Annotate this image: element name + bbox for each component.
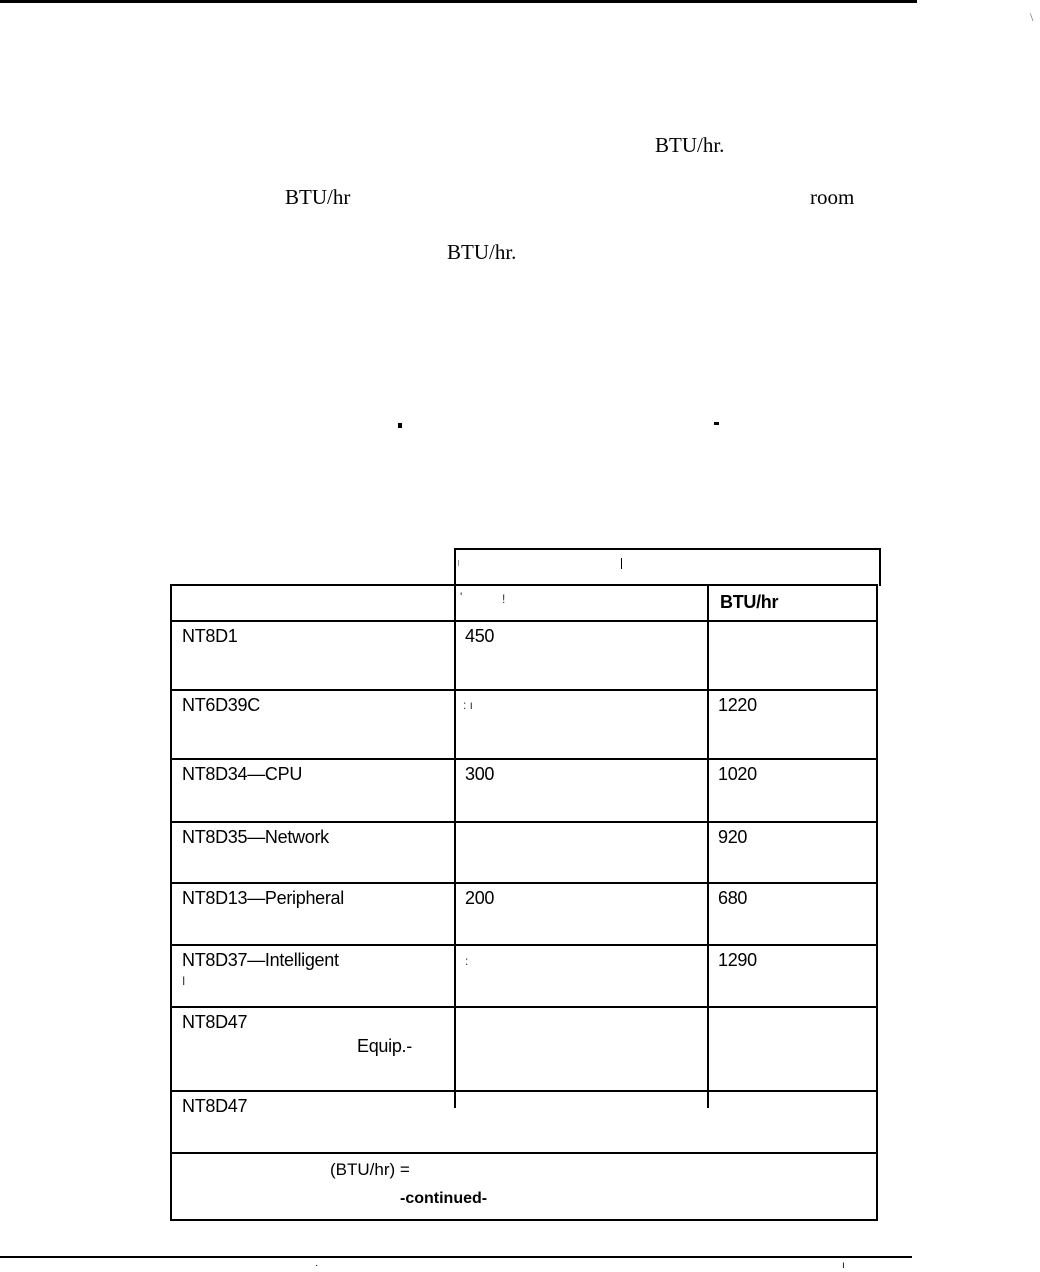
scan-mark: : [465, 954, 469, 968]
bottom-rule [0, 1256, 912, 1258]
scan-mark: ! [502, 592, 506, 606]
row-divider [172, 821, 876, 823]
scan-mark: ' [460, 590, 463, 604]
row-5-module: NT8D13—Peripheral [182, 888, 344, 908]
row-1-module: NT8D1 [182, 626, 238, 646]
row-divider [172, 620, 876, 622]
top-rule [0, 0, 917, 3]
row-5-watts: 200 [465, 888, 495, 908]
scan-mark [398, 423, 402, 428]
body-text-btu-1: BTU/hr. [655, 133, 725, 157]
row-divider [172, 1006, 876, 1008]
scan-mark: I [182, 974, 186, 988]
row-1-watts: 450 [465, 626, 495, 646]
scan-mark: · [315, 1260, 319, 1271]
body-text-room: room [810, 185, 855, 209]
corner-mark: \ [1030, 10, 1034, 24]
scan-mark: ı [842, 1260, 845, 1271]
row-divider [172, 944, 876, 946]
scan-mark: : ı [463, 698, 474, 712]
row-divider [172, 1090, 876, 1092]
row-6-module: NT8D37—Intelligent [182, 950, 339, 970]
continued-label: -continued- [400, 1190, 488, 1207]
row-8-module: NT8D47 [182, 1096, 248, 1116]
scan-mark [714, 422, 719, 425]
heat-dissipation-table [170, 584, 878, 1221]
column-divider [454, 586, 456, 1108]
body-text-btu-3: BTU/hr. [447, 240, 517, 264]
row-4-module: NT8D35—Network [182, 827, 329, 847]
row-divider [172, 689, 876, 691]
row-divider [172, 882, 876, 884]
row-divider [172, 758, 876, 760]
row-3-watts: 300 [465, 764, 495, 784]
row-7-module: NT8D47 [182, 1012, 248, 1032]
row-7-module-line2: Equip.- [357, 1036, 412, 1056]
row-4-btu: 920 [718, 827, 748, 847]
header-btu: BTU/hr [720, 592, 779, 612]
scan-mark [458, 560, 459, 566]
row-5-btu: 680 [718, 888, 748, 908]
row-3-btu: 1020 [718, 764, 757, 784]
table-group-header [454, 548, 881, 586]
body-text-btu-2: BTU/hr [285, 185, 351, 209]
total-label: (BTU/hr) = [330, 1160, 410, 1179]
row-6-btu: 1290 [718, 950, 757, 970]
scan-mark [621, 558, 622, 569]
column-divider [707, 586, 709, 1108]
row-2-module: NT6D39C [182, 695, 260, 715]
row-2-btu: 1220 [718, 695, 757, 715]
row-3-module: NT8D34—CPU [182, 764, 303, 784]
row-divider [172, 1152, 876, 1154]
